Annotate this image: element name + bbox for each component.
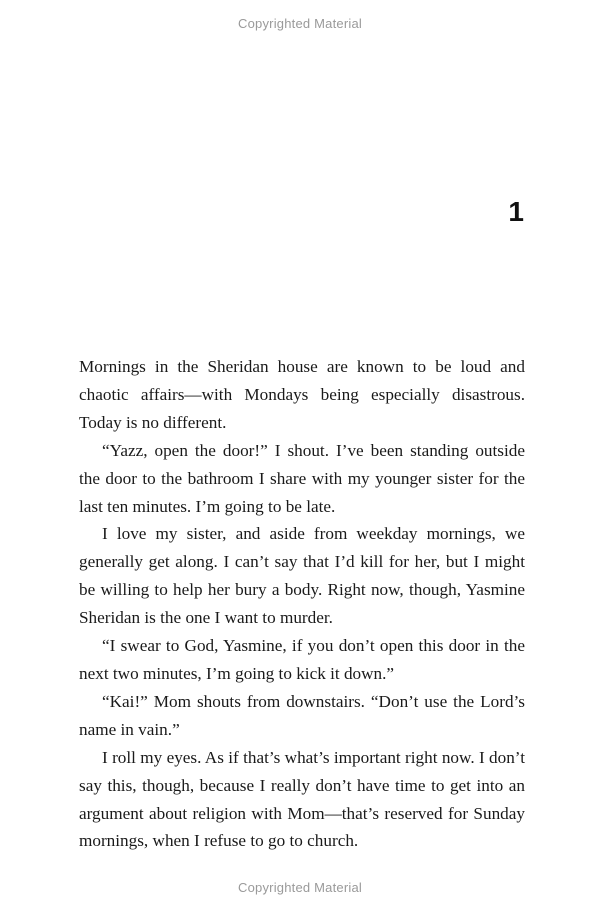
- paragraph: I roll my eyes. As if that’s what’s important right now. I don’t say this, though, because I really don’t have time to get into an argument about religion with Mom—that’s reserved for Sunday mornings, when I refuse to go to church.: [79, 747, 525, 851]
- paragraph: “Yazz, open the door!” I shout. I’ve been standing outside the door to the bathroom I share with my younger sister for the last ten minutes. I’m going to be late.: [79, 440, 525, 516]
- paragraph: “Kai!” Mom shouts from downstairs. “Don’t use the Lord’s name in vain.”: [79, 691, 525, 739]
- copyright-watermark-top: Copyrighted Material: [238, 16, 362, 31]
- paragraph: Mornings in the Sheridan house are known to be loud and chaotic affairs—with Mondays being especially disastrous. Today is no different.: [79, 357, 525, 432]
- chapter-body-text: [79, 353, 525, 855]
- copyright-watermark-bottom: Copyrighted Material: [238, 880, 362, 895]
- chapter-number: 1: [508, 196, 524, 227]
- paragraph: “I swear to God, Yasmine, if you don’t open this door in the next two minutes, I’m going to kick it down.”: [79, 636, 525, 683]
- paragraph: I love my sister, and aside from weekday mornings, we generally get along. I can’t say that I’d kill for her, but I might be willing to help her bury a body. Right now, though, Yasmine Sheridan is the one I want to murder.: [79, 524, 525, 628]
